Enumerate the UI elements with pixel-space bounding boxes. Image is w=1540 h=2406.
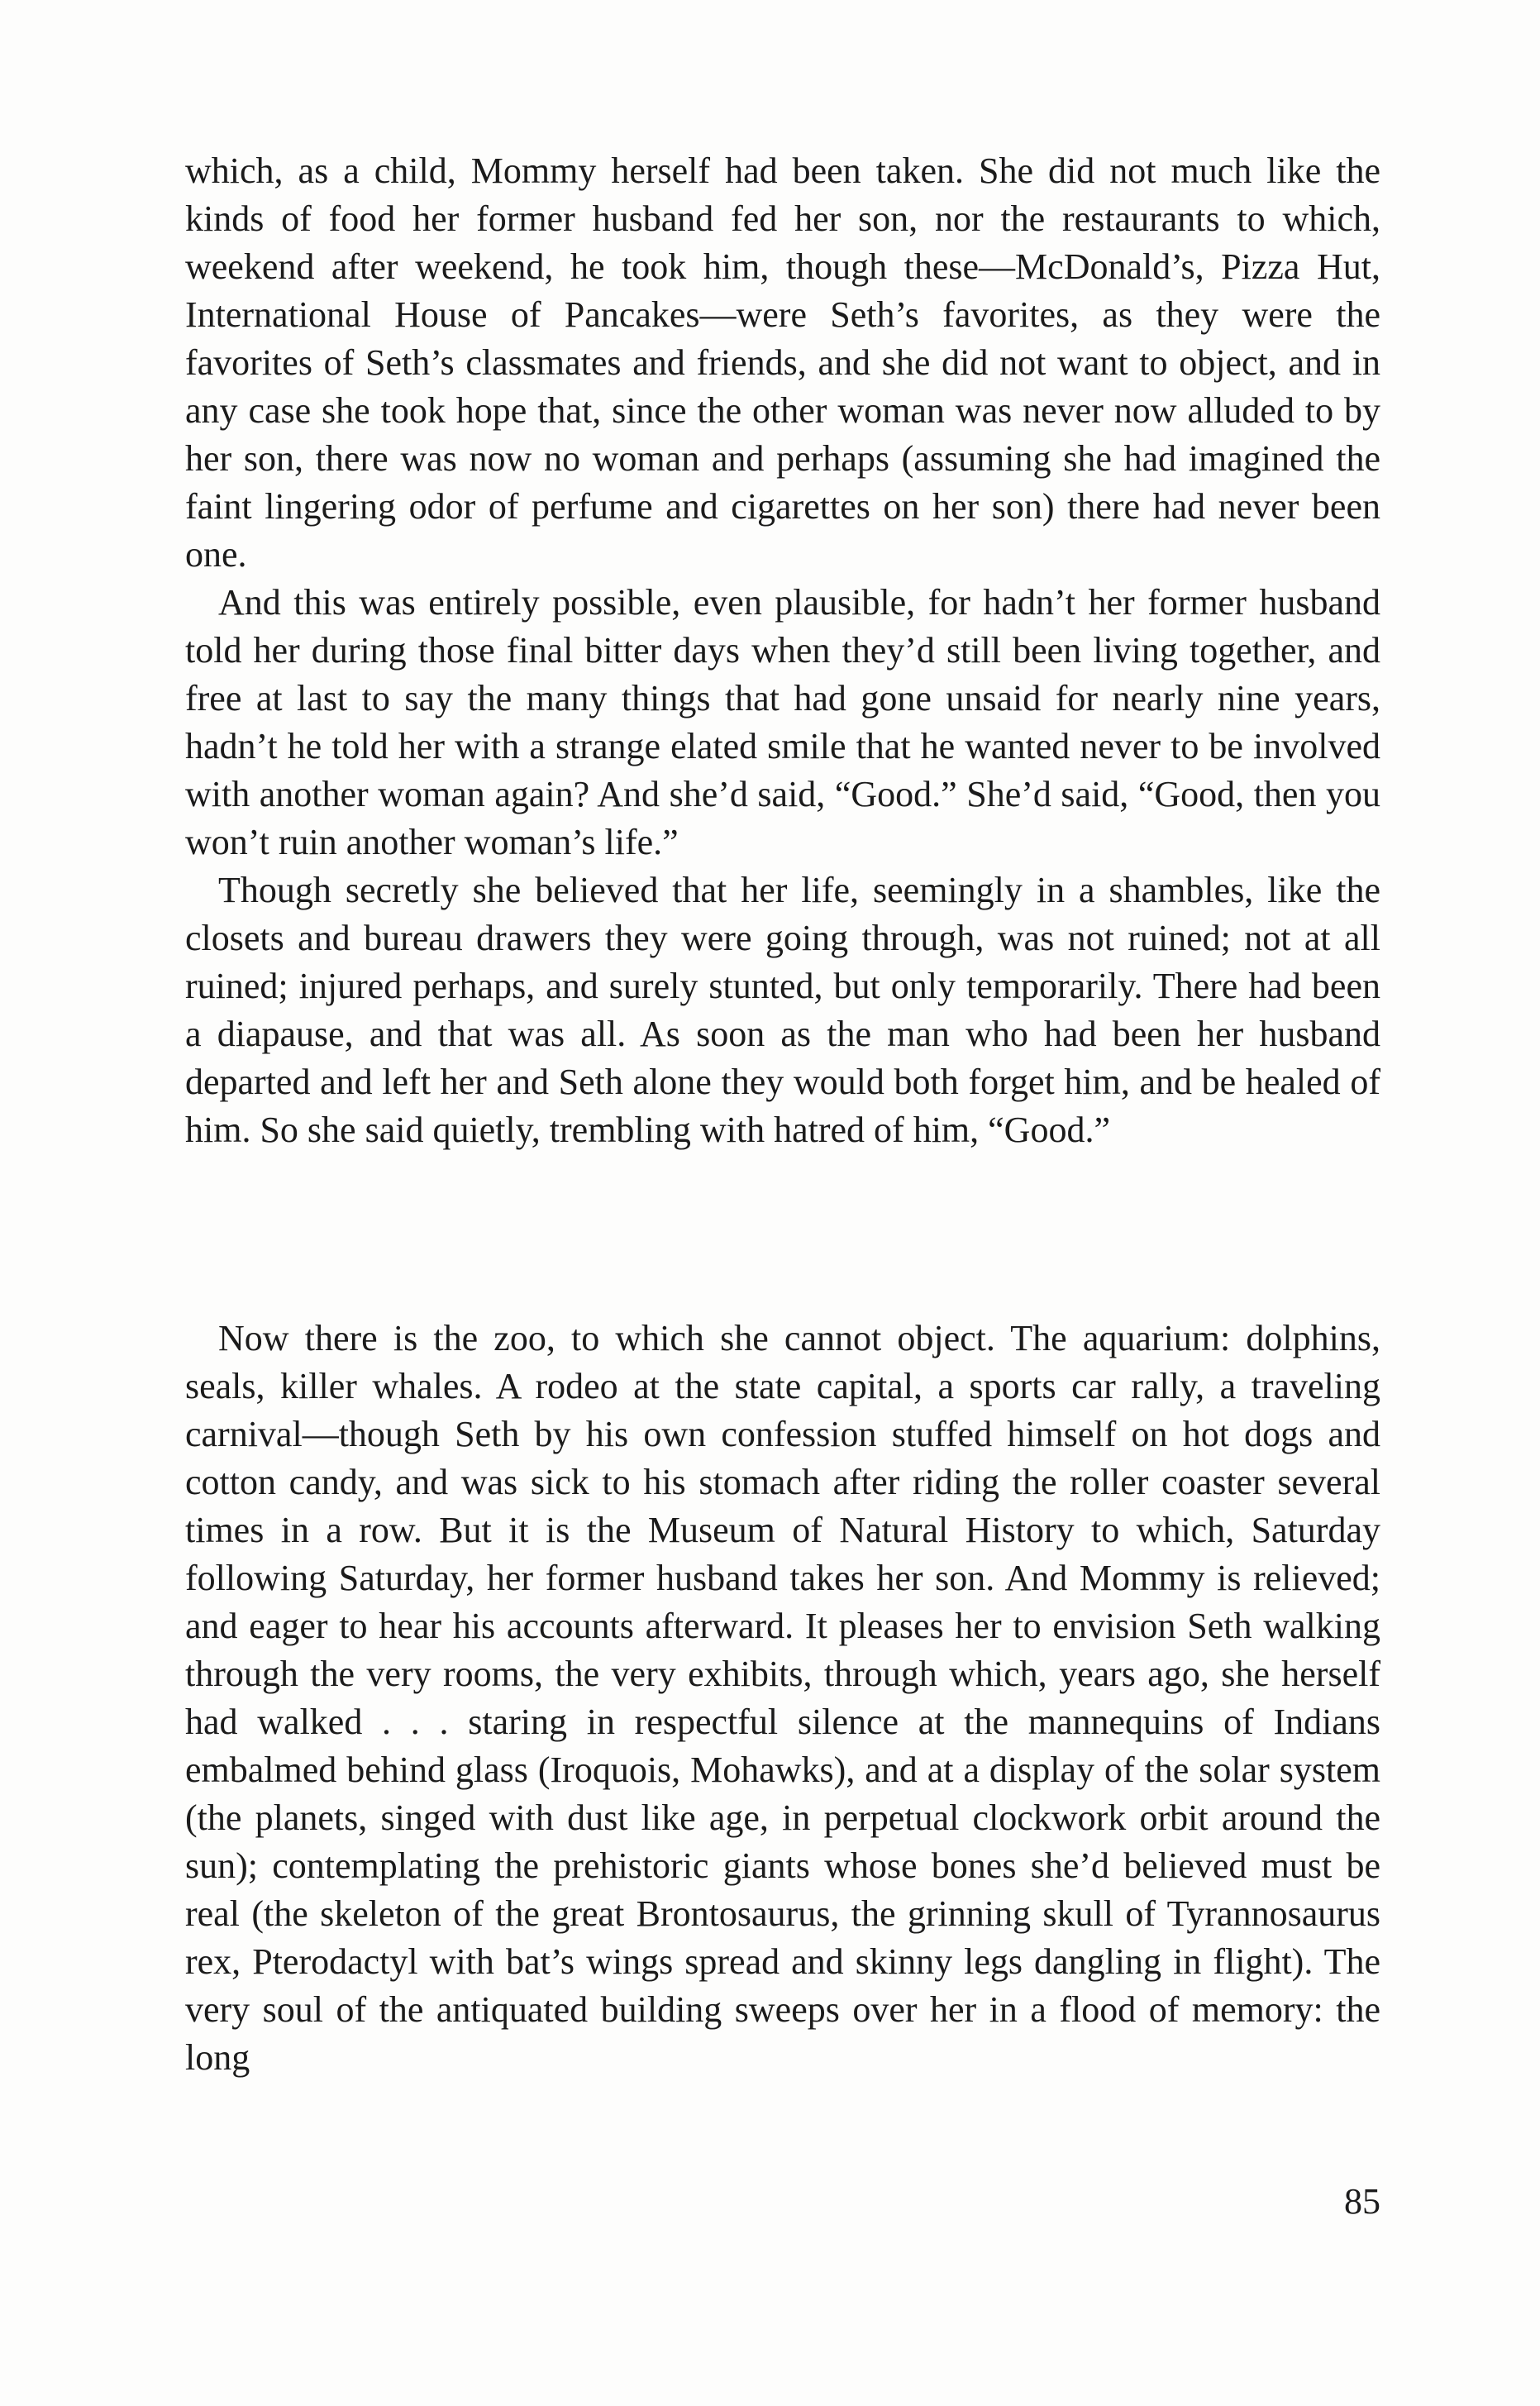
text-section-two — [185, 1315, 1380, 2082]
paragraph-continued-restaurants: which, as a child, Mommy herself had been taken. She did not much like the kinds of food her former husband fed her son, nor the restaurants to which, weekend after weekend, he took him, though these—McDonald’s, Pizza Hut, International House of Pancakes—were Seth’s favorites, as they were the favorites of Seth’s classmates and friends, and she did not want to object, and in any case she took hope that, since the other woman was never now alluded to by her son, there was now no woman and perhaps (assuming she had imagined the faint lingering odor of perfume and cigarettes on her son) there had never been one. — [185, 150, 1380, 575]
page-number: 85 — [1344, 2181, 1380, 2222]
paragraph-former-husband: And this was entirely possible, even plausible, for hadn’t her former husband told her during those final bitter days when they’d still been living together, and free at last to say the many things that had gone unsaid for nearly nine years, hadn’t he told her with a strange elated smile that he wanted never to be involved with another woman again? And she’d said, “Good.” She’d said, “Good, then you won’t ruin another woman’s life.” — [185, 582, 1380, 862]
paragraph-not-ruined: Though secretly she believed that her life, seemingly in a shambles, like the closets and bureau drawers they were going through, was not ruined; not at all ruined; injured perhaps, and surely stunted, but only temporarily. There had been a diapause, and that was all. As soon as the man who had been her husband departed and left her and Seth alone they would both forget him, and be healed of him. So she said quietly, trembling with hatred of him, “Good.” — [185, 870, 1380, 1150]
text-section-one — [185, 147, 1380, 1154]
paragraph-zoo-museum: Now there is the zoo, to which she cannot object. The aquarium: dolphins, seals, killer whales. A rodeo at the state capital, a sports car rally, a traveling carnival—though Seth by his own confession stuffed himself on hot dogs and cotton candy, and was sick to his stomach after riding the roller coaster several times in a row. But it is the Museum of Natural History to which, Saturday following Saturday, her former husband takes her son. And Mommy is relieved; and eager to hear his accounts afterward. It pleases her to envision Seth walking through the very rooms, the very exhibits, through which, years ago, she herself had walked . . . staring in respectful silence at the mannequins of Indians embalmed behind glass (Iroquois, Mohawks), and at a display of the solar system (the planets, singed with dust like age, in perpetual clockwork orbit around the sun); contemplating the prehistoric giants whose bones she’d believed must be real (the skeleton of the great Brontosaurus, the grinning skull of Tyrannosaurus rex, Pterodactyl with bat’s wings spread and skinny legs dangling in flight). The very soul of the antiquated building sweeps over her in a flood of memory: the long — [185, 1318, 1380, 2078]
